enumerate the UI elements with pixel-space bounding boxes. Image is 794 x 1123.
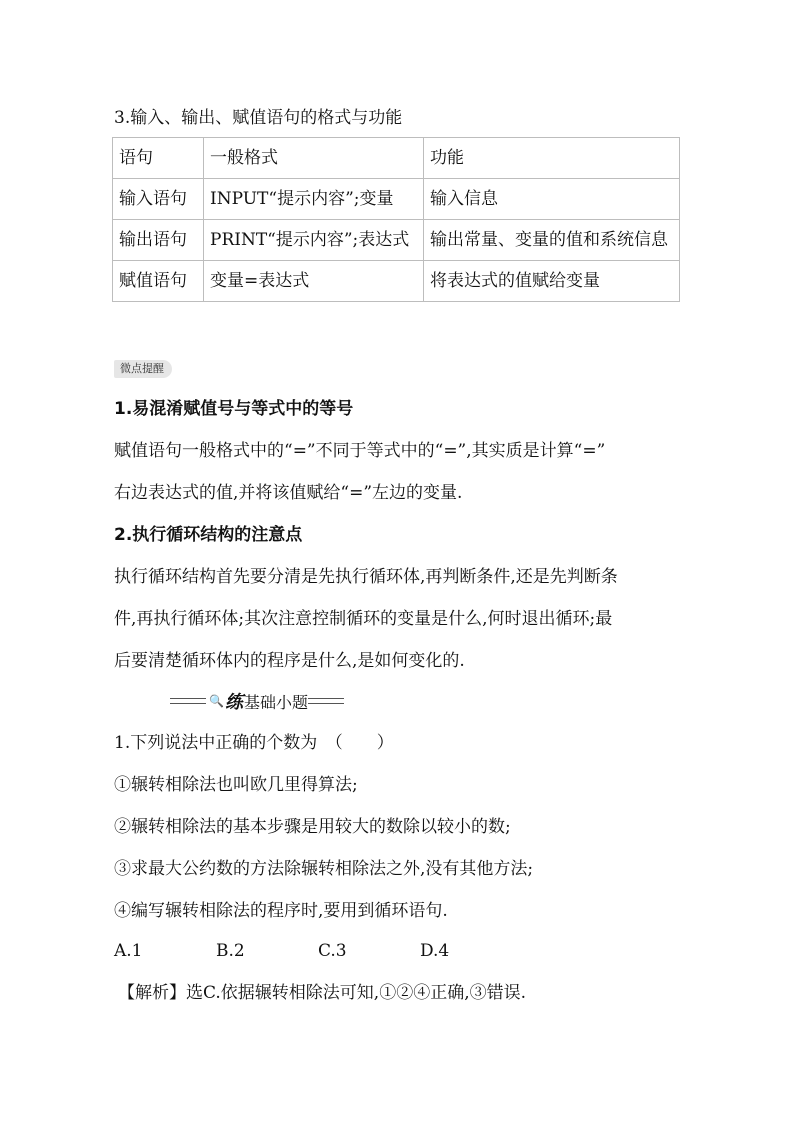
- table-cell: 赋值语句: [113, 261, 204, 302]
- table-cell: INPUT“提示内容”;变量: [204, 179, 424, 220]
- magnifier-icon: 🔍: [209, 694, 224, 708]
- double-rule: [170, 698, 206, 704]
- analysis-tag: 【解析】: [118, 983, 186, 1003]
- practice-header: [170, 690, 344, 712]
- practice-icon: 练: [224, 692, 243, 713]
- table-cell: 输入信息: [424, 179, 680, 220]
- double-rule: [308, 698, 344, 704]
- table-cell: 输出常量、变量的值和系统信息: [424, 220, 680, 261]
- table-cell: 变量=表达式: [204, 261, 424, 302]
- analysis-text: 选C.依据辗转相除法可知,①②④正确,③错误.: [186, 983, 527, 1003]
- table-cell: 将表达式的值赋给变量: [424, 261, 680, 302]
- question-statement: ①辗转相除法也叫欧几里得算法;: [114, 775, 358, 795]
- table-header-row: [113, 138, 680, 179]
- table-header-cell: 一般格式: [204, 138, 424, 179]
- question-statement: ④编写辗转相除法的程序时,要用到循环语句.: [114, 901, 448, 921]
- option-b: B.2: [216, 941, 245, 961]
- question-statement: ②辗转相除法的基本步骤是用较大的数除以较小的数;: [114, 817, 511, 837]
- analysis: [118, 982, 526, 1004]
- table-cell: 输入语句: [113, 179, 204, 220]
- tip-title: 1.易混淆赋值号与等式中的等号: [114, 399, 354, 419]
- table-cell: 输出语句: [113, 220, 204, 261]
- tip-text: 执行循环结构首先要分清是先执行循环体,再判断条件,还是先判断条: [114, 567, 618, 587]
- table-header-cell: 功能: [424, 138, 680, 179]
- tip-text: 件,再执行循环体;其次注意控制循环的变量是什么,何时退出循环;最: [114, 609, 613, 629]
- question-statement: ③求最大公约数的方法除辗转相除法之外,没有其他方法;: [114, 859, 534, 879]
- option-a: A.1: [114, 941, 143, 961]
- tip-badge: 微点提醒: [114, 360, 172, 378]
- practice-label: 基础小题: [243, 692, 308, 712]
- option-d: D.4: [420, 941, 450, 961]
- section-title: 3.输入、输出、赋值语句的格式与功能: [114, 108, 403, 128]
- question-stem: 1.下列说法中正确的个数为 （ ）: [114, 733, 394, 753]
- table-row: [113, 179, 680, 220]
- tip-text: 赋值语句一般格式中的“=”不同于等式中的“=”,其实质是计算“=”: [114, 441, 606, 461]
- table-cell: PRINT“提示内容”;表达式: [204, 220, 424, 261]
- table-row: [113, 261, 680, 302]
- tip-title: 2.执行循环结构的注意点: [114, 525, 303, 545]
- tip-text: 后要清楚循环体内的程序是什么,是如何变化的.: [114, 651, 465, 671]
- tip-text: 右边表达式的值,并将该值赋给“=”左边的变量.: [114, 483, 463, 503]
- table-row: [113, 220, 680, 261]
- statement-format-table: [112, 137, 680, 302]
- table-header-cell: 语句: [113, 138, 204, 179]
- option-c: C.3: [318, 941, 347, 961]
